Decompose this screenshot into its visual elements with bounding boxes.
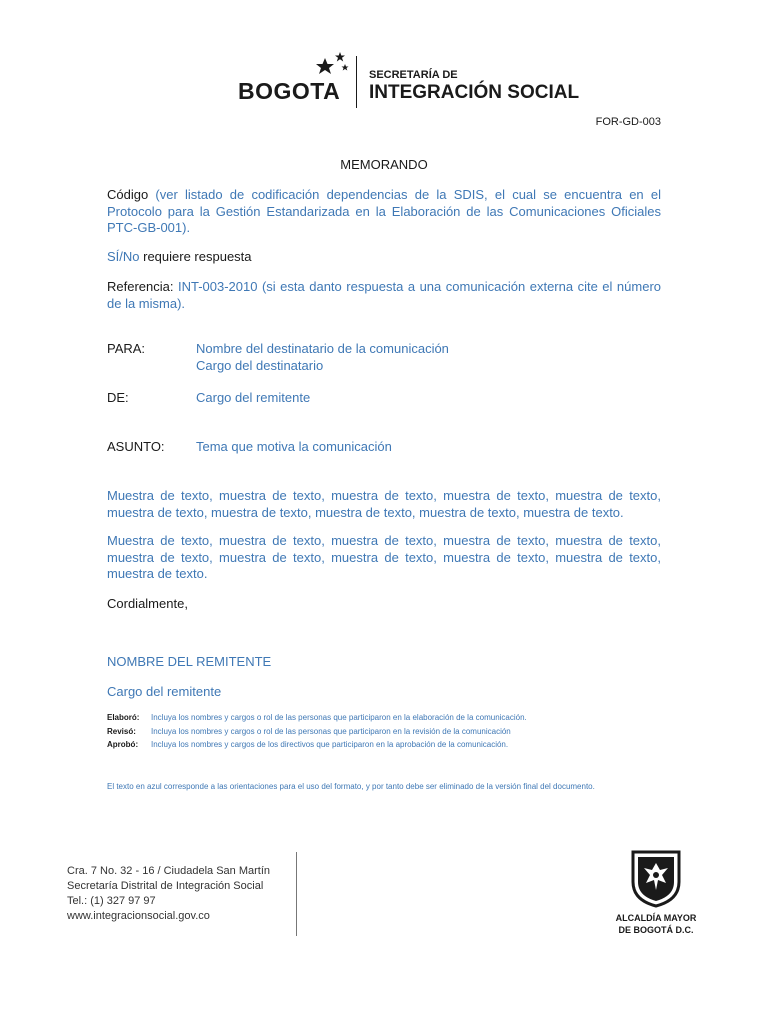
logo-wordmark: BOGOTA (238, 78, 341, 104)
codigo-guidance: (ver listado de codificación dependencias de la SDIS, el cual se encuentra en el Protocolo para la Gestión Estandarizada en la Elaboración de las Comunicaciones Oficiales PTC-GB-001). (107, 187, 661, 235)
asunto-label: ASUNTO: (107, 439, 165, 454)
coat-of-arms-icon (629, 848, 683, 908)
approval-text: Incluya los nombres y cargos de los directivos que participaron en la aprobación de la comunicación. (151, 740, 509, 749)
para-recipient-role: Cargo del destinatario (196, 357, 324, 373)
approval-text: Incluya los nombres y cargos o rol de las personas que participaron en la revisión de la comunicación (151, 726, 511, 736)
referencia-paragraph (107, 279, 661, 312)
footer-address-line: Cra. 7 No. 32 - 16 / Ciudadela San Martín (67, 865, 270, 877)
alcaldia-line1: ALCALDÍA MAYOR (615, 913, 697, 923)
body-paragraph-1: Muestra de texto, muestra de texto, muestra de texto, muestra de texto, muestra de texto, muestra de texto, muestra de texto, muestra de texto, muestra de texto, muestra de texto. (107, 488, 661, 520)
approval-label: Aprobó: (107, 740, 139, 749)
footer-website-link[interactable]: www.integracionsocial.gov.co (67, 910, 210, 922)
logo-secretaria-line1: SECRETARÍA DE (369, 69, 458, 81)
respuesta-line (107, 249, 661, 266)
footer-entity-line: Secretaría Distrital de Integración Social (67, 880, 264, 892)
logo-divider (356, 56, 357, 108)
closing: Cordialmente, (107, 596, 188, 611)
de-label: DE: (107, 390, 129, 405)
form-code: FOR-GD-003 (595, 116, 661, 128)
referencia-label: Referencia: (107, 279, 174, 294)
codigo-label: Código (107, 187, 149, 202)
para-recipient-name: Nombre del destinatario de la comunicación (196, 341, 449, 356)
stars-icon (312, 50, 352, 84)
respuesta-text: requiere respuesta (139, 249, 252, 264)
approval-row (107, 725, 527, 739)
signature-name: NOMBRE DEL REMITENTE (107, 654, 272, 669)
approvals-block (107, 711, 527, 752)
logo-secretaria-line2: INTEGRACIÓN SOCIAL (369, 82, 580, 103)
para-value (196, 341, 449, 374)
footer-phone-line: Tel.: (1) 327 97 97 (67, 895, 156, 907)
approval-text: Incluya los nombres y cargos o rol de las personas que participaron en la elaboración de la comunicación. (151, 713, 527, 722)
approval-row (107, 711, 527, 725)
approval-label: Revisó: (107, 726, 136, 736)
body-paragraph-2: Muestra de texto, muestra de texto, muestra de texto, muestra de texto, muestra de texto, muestra de texto, muestra de texto, muestra de texto, muestra de texto, muestra de texto, muestra de texto. (107, 533, 661, 581)
de-value: Cargo del remitente (196, 390, 311, 405)
codigo-paragraph (107, 187, 661, 237)
respuesta-prefix: SÍ/No (107, 249, 140, 264)
alcaldia-line2: DE BOGOTÁ D.C. (618, 925, 694, 935)
footer-divider (296, 852, 297, 936)
guidance-note: El texto en azul corresponde a las orientaciones para el uso del formato, y por tanto debe ser eliminado de la versión final del documento. (107, 782, 595, 791)
referencia-guidance: INT-003-2010 (si esta danto respuesta a una comunicación externa cite el número de la misma). (107, 279, 661, 311)
signature-role: Cargo del remitente (107, 684, 222, 699)
alcaldia-label (600, 912, 712, 936)
approval-row (107, 738, 527, 752)
approval-label: Elaboró: (107, 713, 140, 722)
asunto-value: Tema que motiva la comunicación (196, 439, 392, 454)
para-label: PARA: (107, 341, 146, 356)
document-title: MEMORANDO (340, 157, 428, 172)
footer-address (67, 864, 270, 924)
